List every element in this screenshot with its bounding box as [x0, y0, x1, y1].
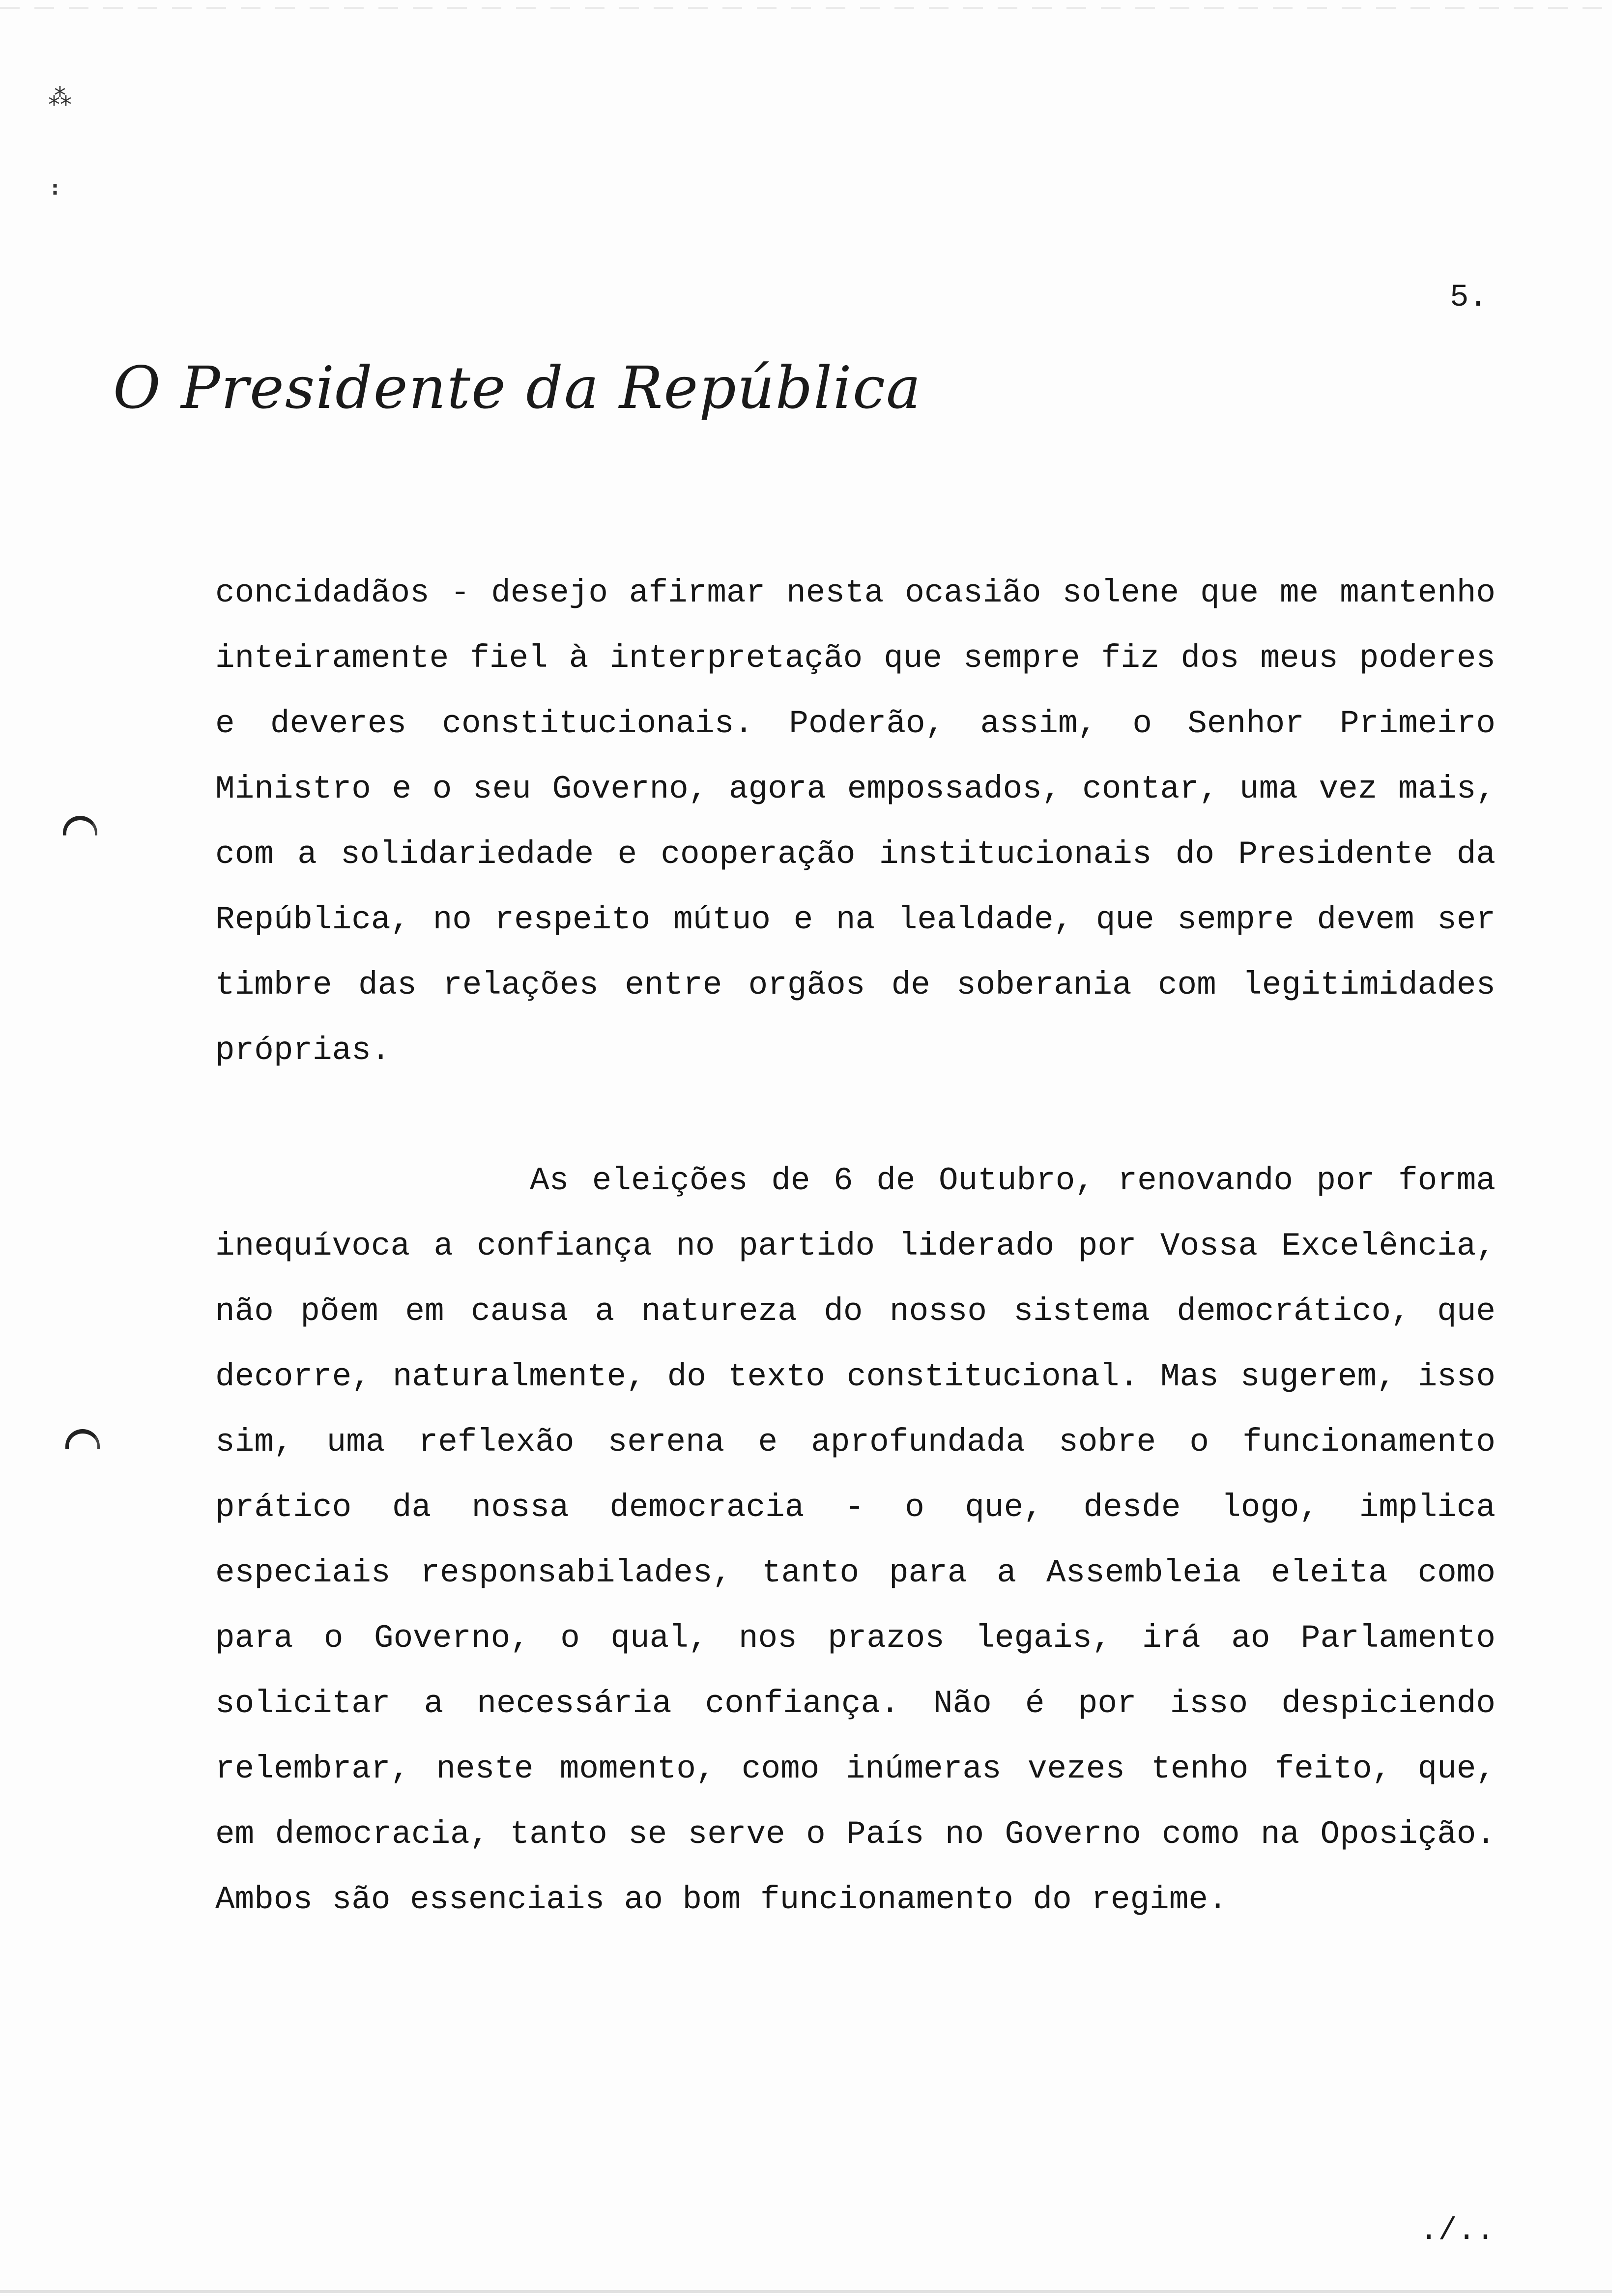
text-line: As eleições de 6 de Outubro, renovando por forma [530, 1162, 1496, 1199]
scan-speck: ⁂ [48, 84, 72, 111]
svg-text:O Presidente da República: O Presidente da República [113, 354, 922, 422]
text-line: e deveres constitucionais. Poderão, assim, o Senhor Primeiro [215, 705, 1496, 742]
text-line: em democracia, tanto se serve o País no Governo como na Oposição. [215, 1816, 1496, 1853]
text-line: República, no respeito mútuo e na lealdade, que sempre devem ser [215, 901, 1496, 938]
binder-hole-mark [63, 816, 97, 835]
text-line: timbre das relações entre orgãos de soberania com legitimidades [215, 967, 1496, 1004]
text-line: para o Governo, o qual, nos prazos legais, irá ao Parlamento [215, 1620, 1496, 1657]
binder-hole-mark [65, 1429, 100, 1449]
paragraph-1 [215, 560, 1496, 1083]
page-number: 5. [1450, 280, 1488, 316]
text-line: solicitar a necessária confiança. Não é por isso despiciendo [215, 1685, 1496, 1722]
scan-bottom-edge [0, 2290, 1612, 2293]
paragraph-2 [215, 1148, 1496, 1932]
text-line: decorre, naturalmente, do texto constitucional. Mas sugerem, isso [215, 1358, 1496, 1395]
scan-top-edge [0, 7, 1612, 9]
text-line: Ambos são essenciais ao bom funcionamento do regime. [215, 1881, 1228, 1918]
text-line: relembrar, neste momento, como inúmeras vezes tenho feito, que, [215, 1751, 1496, 1787]
text-line: não põem em causa a natureza do nosso sistema democrático, que [215, 1293, 1496, 1330]
text-line: inequívoca a confiança no partido liderado por Vossa Excelência, [215, 1228, 1496, 1264]
text-line: com a solidariedade e cooperação institucionais do Presidente da [215, 836, 1496, 873]
text-line: Ministro e o seu Governo, agora empossados, contar, uma vez mais, [215, 771, 1496, 807]
scan-speck: : [51, 177, 59, 200]
text-line: concidadãos - desejo afirmar nesta ocasião solene que me mantenho [215, 574, 1496, 611]
text-line: prático da nossa democracia - o que, desde logo, implica [215, 1489, 1496, 1526]
text-line: especiais responsabilades, tanto para a Assembleia eleita como [215, 1554, 1496, 1591]
letterhead-script [108, 339, 922, 437]
text-line: próprias. [215, 1032, 391, 1069]
continuation-marker: ./.. [1419, 2213, 1495, 2249]
letterhead-script-svg [108, 339, 922, 437]
text-line: inteiramente fiel à interpretação que sempre fiz dos meus poderes [215, 640, 1496, 677]
text-line: sim, uma reflexão serena e aprofundada sobre o funcionamento [215, 1424, 1496, 1461]
